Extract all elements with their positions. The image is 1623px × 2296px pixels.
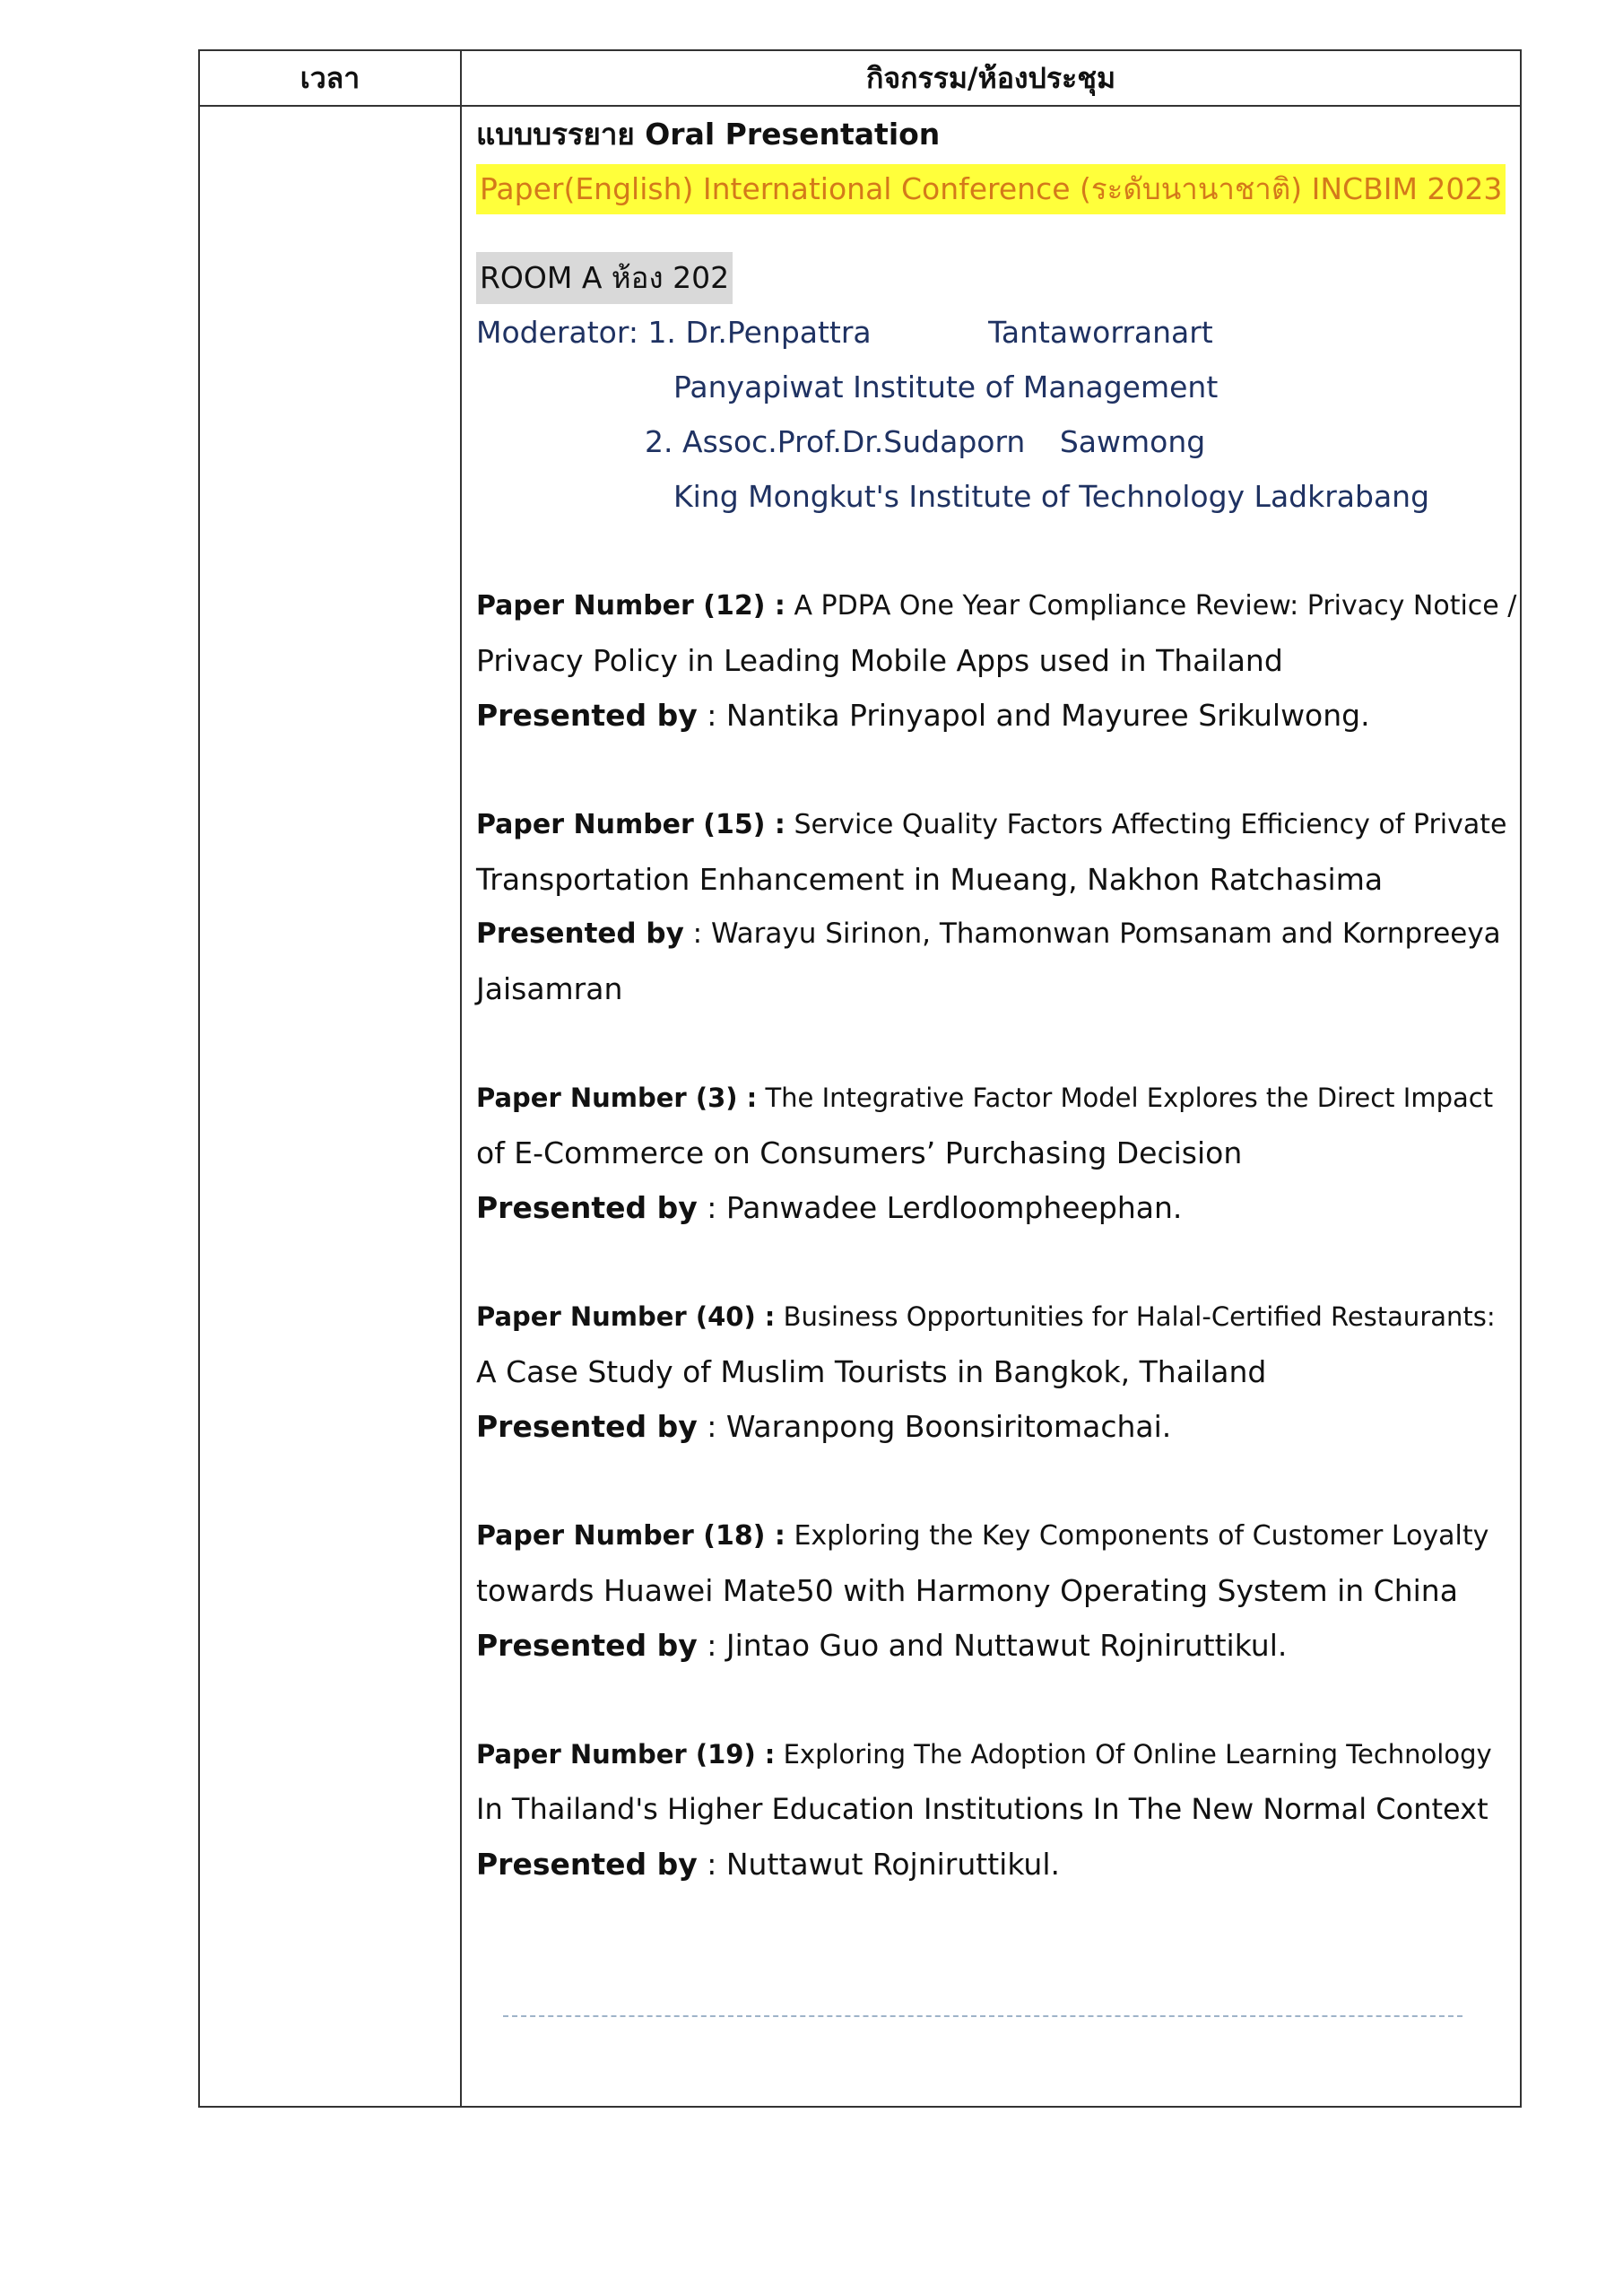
moderator-2-line [476, 414, 1516, 469]
room-label: ROOM A ห้อง 202 [476, 252, 733, 304]
presenters: : Nuttawut Rojniruttikul. [697, 1847, 1060, 1882]
presenters: : Waranpong Boonsiritomachai. [697, 1409, 1172, 1444]
dashed-divider [503, 2015, 1462, 2017]
moderator-1-name: Dr.Penpattra [685, 315, 872, 350]
session-type: แบบบรรยาย Oral Presentation [476, 117, 941, 152]
presented-by-label: Presented by [476, 1190, 698, 1225]
paper-title-cont: Transportation Enhancement in Mueang, Nakhon Ratchasima [476, 862, 1384, 897]
presenters: : Panwadee Lerdloompheephan. [697, 1190, 1183, 1225]
paper-title-cont: In Thailand's Higher Education Institutions In The New Normal Context [476, 1792, 1488, 1826]
paper-title-line [476, 1727, 1516, 1782]
moderator-2-number: 2. [645, 424, 673, 459]
conference-title: Paper(English) International Conference (ระดับนานาชาติ) INCBIM 2023 [476, 164, 1506, 214]
presenters: : Nantika Prinyapol and Mayuree Srikulwong. [697, 698, 1370, 733]
conference-line [476, 161, 1516, 216]
schedule-table [198, 49, 1522, 2108]
paper-number-label: Paper Number (19) : [476, 1739, 776, 1770]
paper-title: The Integrative Factor Model Explores the Direct Impact [765, 1083, 1494, 1113]
moderator-1-affiliation: Panyapiwat Institute of Management [673, 370, 1219, 404]
presenter-line [476, 907, 1516, 961]
paper-number-label: Paper Number (18) : [476, 1520, 785, 1552]
paper-number-label: Paper Number (15) : [476, 809, 785, 840]
moderator-1-surname: Tantaworranart [988, 315, 1213, 350]
paper-title-cont: A Case Study of Muslim Tourists in Bangkok, Thailand [476, 1354, 1267, 1389]
presenter-line [476, 1399, 1516, 1454]
presenters: : Warayu Sirinon, Thamonwan Pomsanam and Kornpreeya [683, 918, 1501, 950]
presented-by-label: Presented by [476, 698, 698, 733]
header-time: เวลา [299, 61, 360, 95]
paper-title: Business Opportunities for Halal-Certified Restaurants: [783, 1301, 1496, 1332]
paper-title-line [476, 578, 1516, 633]
paper-number-label: Paper Number (40) : [476, 1301, 776, 1332]
presenters: : Jintao Guo and Nuttawut Rojniruttikul. [697, 1628, 1288, 1663]
moderator-2-surname: Sawmong [1059, 424, 1206, 459]
moderator-1-line [476, 305, 1516, 360]
presenter-line [476, 1618, 1516, 1673]
room-line [476, 250, 1516, 305]
paper-title-cont: of E-Commerce on Consumers’ Purchasing Decision [476, 1135, 1243, 1170]
paper-title-cont: towards Huawei Mate50 with Harmony Operating System in China [476, 1573, 1458, 1608]
paper-title: Exploring The Adoption Of Online Learning Technology [783, 1739, 1492, 1770]
presented-by-label: Presented by [476, 1628, 698, 1663]
column-divider [460, 51, 462, 2106]
paper-title-line [476, 1290, 1516, 1344]
header-activity: กิจกรรม/ห้องประชุม [865, 61, 1116, 95]
paper-number-label: Paper Number (12) : [476, 590, 785, 622]
moderator-2-name: Assoc.Prof.Dr.Sudaporn [682, 424, 1026, 459]
paper-title: Exploring the Key Components of Customer Loyalty [794, 1520, 1489, 1552]
paper-title-line [476, 797, 1516, 852]
presenters-cont: Jaisamran [476, 971, 623, 1006]
presented-by-label: Presented by [476, 918, 684, 950]
moderator-label: Moderator: [476, 315, 638, 350]
table-header-row [200, 51, 1520, 107]
moderator-1-number: 1. [647, 315, 676, 350]
paper-title-line [476, 1071, 1516, 1126]
paper-title: A PDPA One Year Compliance Review: Privacy Notice / [794, 590, 1517, 622]
presented-by-label: Presented by [476, 1409, 698, 1444]
paper-title: Service Quality Factors Affecting Efficiency of Private [794, 809, 1507, 840]
activity-cell [476, 107, 1516, 1892]
presented-by-label: Presented by [476, 1847, 698, 1882]
paper-title-line [476, 1509, 1516, 1563]
moderator-2-affiliation: King Mongkut's Institute of Technology Ladkrabang [673, 479, 1430, 514]
presenter-line [476, 688, 1516, 743]
presenter-line [476, 1180, 1516, 1235]
presenter-line [476, 1837, 1516, 1892]
paper-title-cont: Privacy Policy in Leading Mobile Apps used in Thailand [476, 643, 1283, 678]
paper-number-label: Paper Number (3) : [476, 1083, 758, 1113]
